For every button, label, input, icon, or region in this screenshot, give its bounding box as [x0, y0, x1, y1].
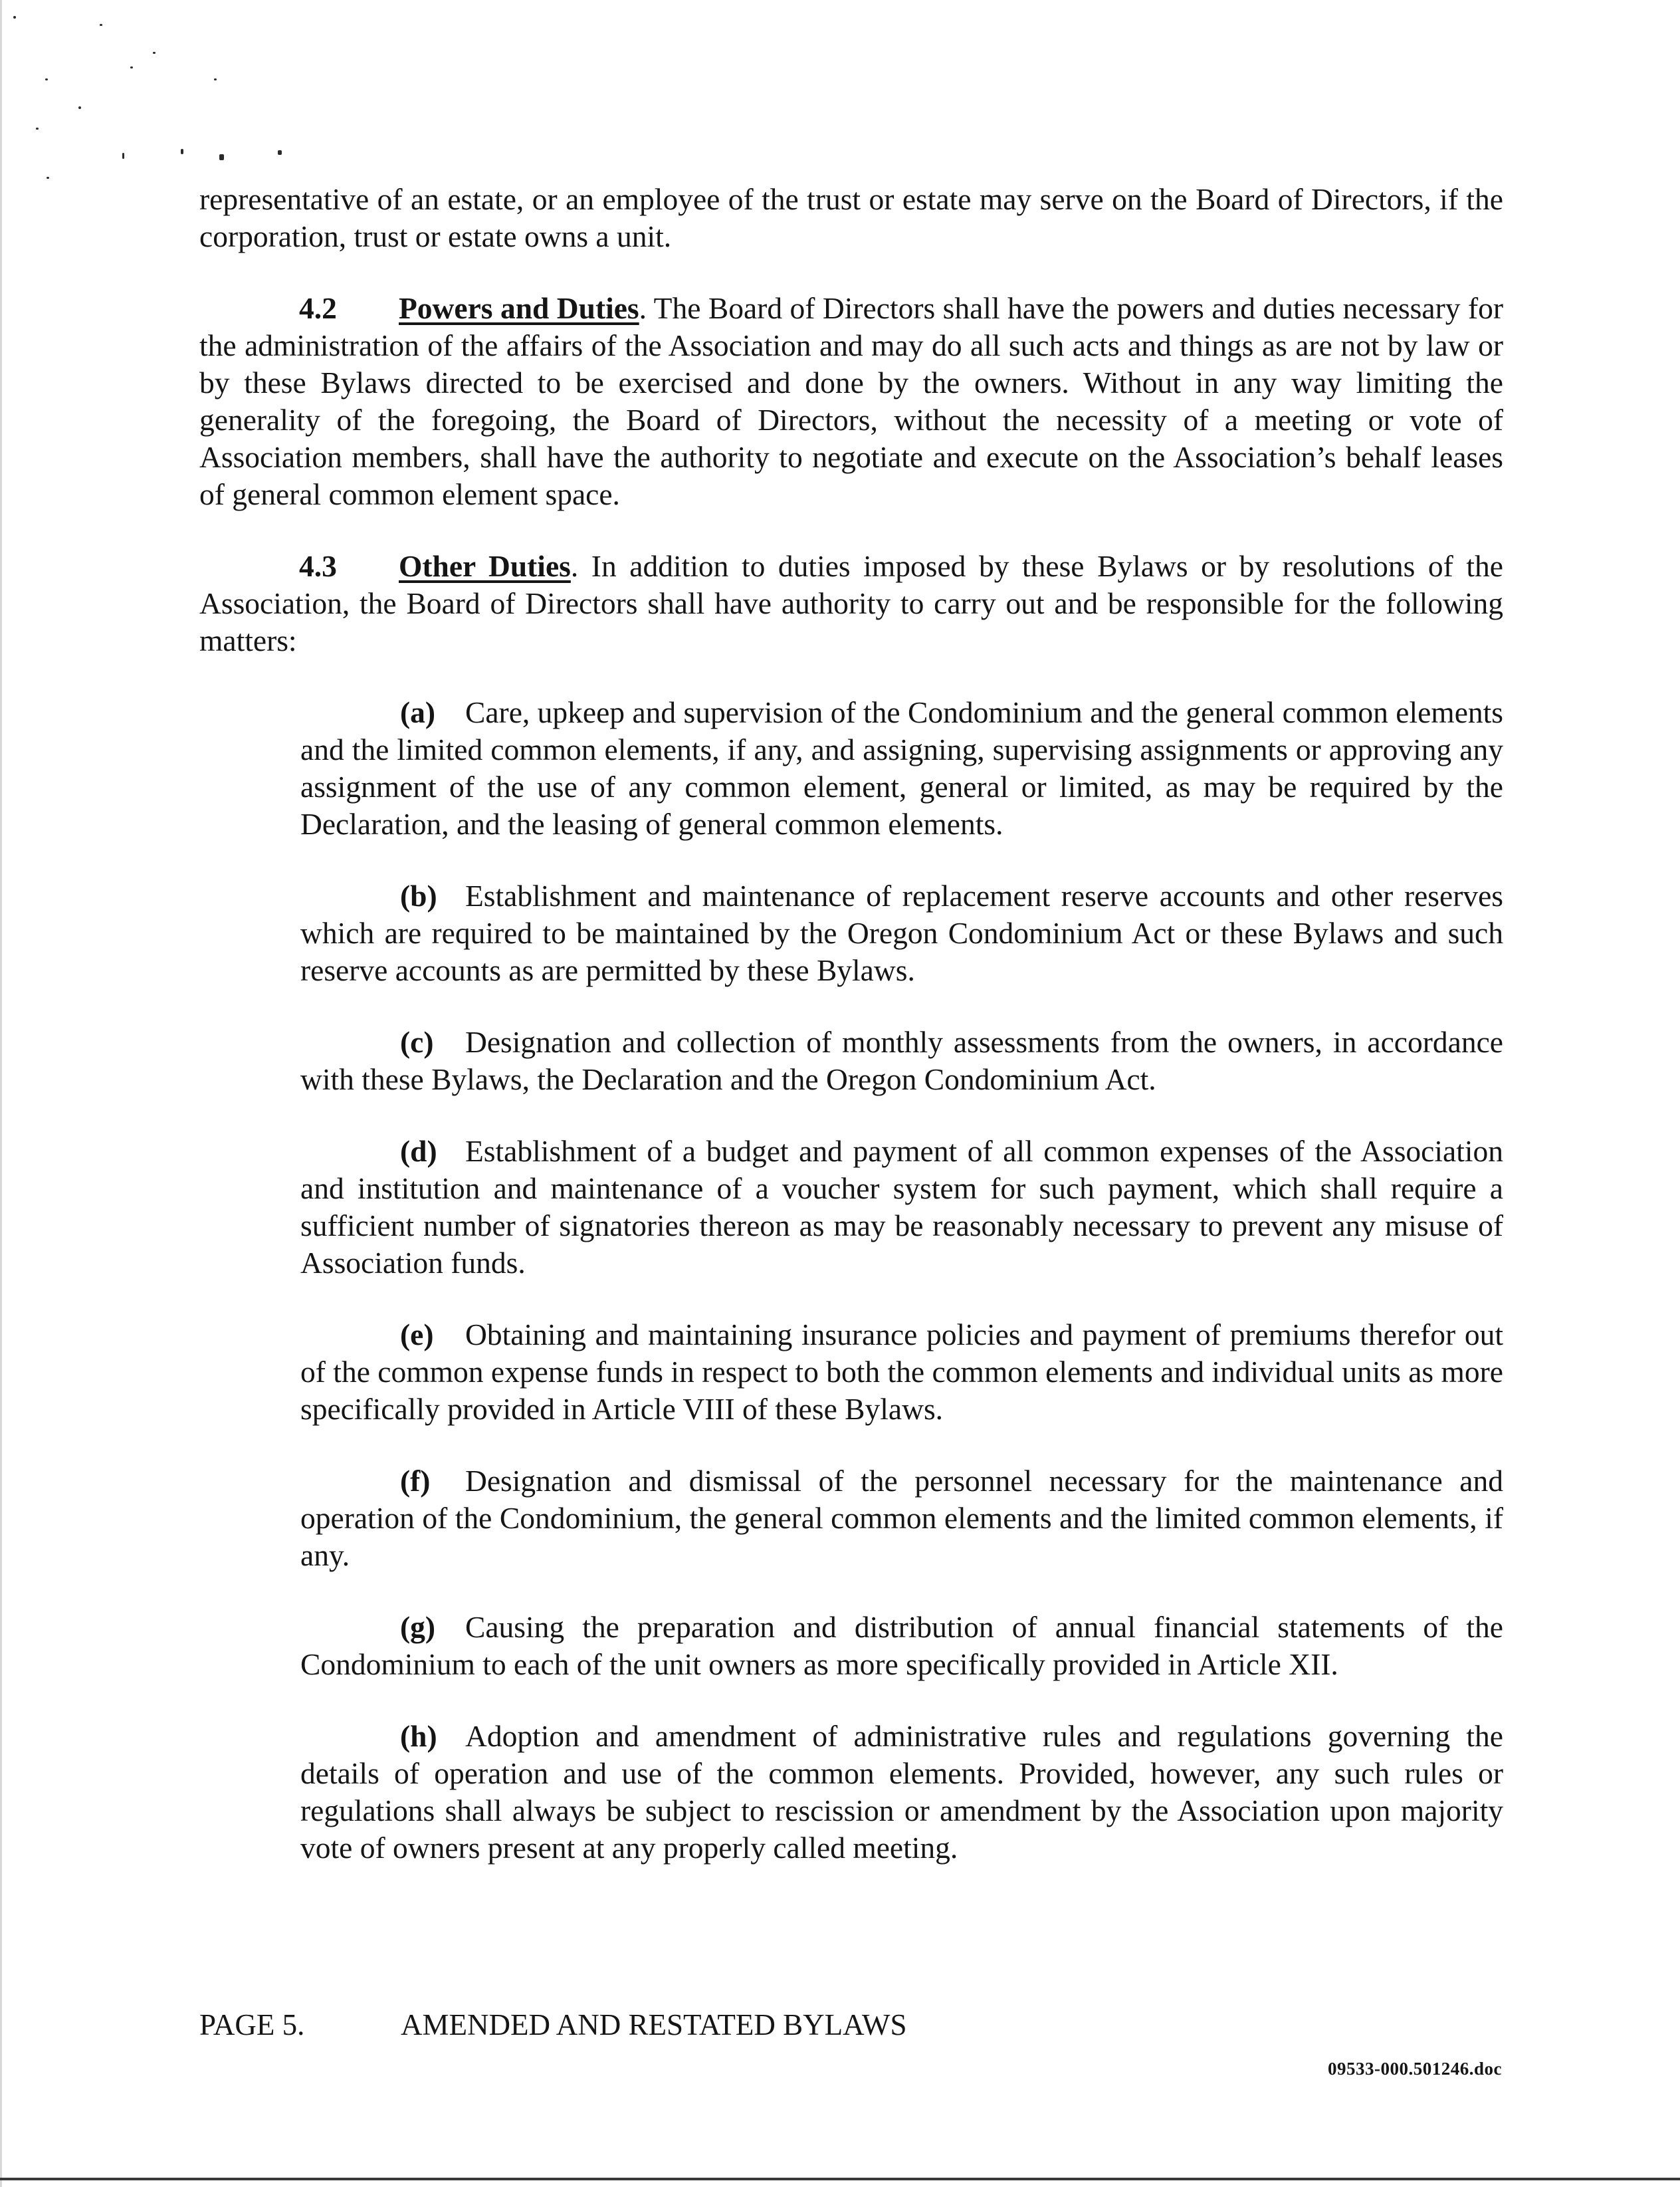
section-4-2: [199, 290, 1503, 513]
scan-speck: [78, 106, 81, 109]
list-item-g: [300, 1609, 1503, 1683]
scan-speck: [130, 66, 133, 68]
item-label: (a): [400, 695, 436, 729]
page-footer: [199, 2006, 907, 2043]
scan-speck: [219, 154, 224, 160]
scan-speck: [122, 153, 124, 159]
item-text: Adoption and amendment of administrative rules and regulations governing the details of operation and use of the common elements. Provided, however, any such rules or regulations shall always be subject to rescission or amendment by the Association upon majority vote of owners present at any properly called meeting.: [300, 1719, 1503, 1865]
scan-speck: [100, 24, 102, 26]
scan-speck: [214, 78, 217, 80]
item-text: Designation and dismissal of the personnel necessary for the maintenance and operation of the Condominium, the general common elements and the limited common elements, if any.: [300, 1464, 1503, 1572]
item-text: Establishment and maintenance of replacement reserve accounts and other reserves which are required to be maintained by the Oregon Condominium Act or these Bylaws and such reserve accounts as are permitted by these Bylaws.: [300, 879, 1503, 987]
item-text: Designation and collection of monthly assessments from the owners, in accordance with these Bylaws, the Declaration and the Oregon Condominium Act.: [300, 1025, 1503, 1096]
intro-paragraph: representative of an estate, or an employee of the trust or estate may serve on the Board of Directors, if the corporation, trust or estate owns a unit.: [199, 182, 1503, 253]
scan-speck: [153, 52, 156, 54]
list-item-d: [300, 1133, 1503, 1282]
item-label: (g): [400, 1610, 436, 1644]
list-item-e: [300, 1316, 1503, 1428]
section-title: Other Duties: [399, 549, 571, 583]
item-text: Care, upkeep and supervision of the Condominium and the general common elements and the limited common elements, if any, and assigning, supervising assignments or approving any assignment of the use of any common element, general or limited, as may be required by the Declaration, and the leasing of general common elements.: [300, 695, 1503, 841]
item-text: Establishment of a budget and payment of all common expenses of the Association and institution and maintenance of a voucher system for such payment, which shall require a sufficient number of signatories thereon as may be reasonably necessary to prevent any misuse of Association funds.: [300, 1134, 1503, 1280]
scan-speck: [36, 128, 39, 130]
document-body: [199, 181, 1503, 1901]
item-label: (d): [400, 1134, 437, 1168]
scan-speck: [181, 149, 183, 154]
list-item-b: [300, 877, 1503, 989]
scan-speck: [13, 16, 16, 19]
item-label: (h): [400, 1719, 437, 1753]
section-4-3: [199, 548, 1503, 659]
item-label: (b): [400, 879, 437, 913]
item-label: (f): [400, 1464, 431, 1498]
footer-page-number: PAGE 5.: [199, 2008, 305, 2041]
item-text: Obtaining and maintaining insurance policies and payment of premiums therefor out of the common expense funds in respect to both the common elements and individual units as more specifically provided in Article VIII of these Bylaws.: [300, 1318, 1503, 1426]
scan-speck: [47, 177, 49, 179]
scan-speck: [278, 150, 282, 155]
document-id: 09533-000.501246.doc: [1328, 2059, 1502, 2079]
footer-title: AMENDED AND RESTATED BYLAWS: [401, 2008, 907, 2041]
list-item-c: [300, 1024, 1503, 1098]
item-label: (e): [400, 1318, 434, 1351]
section-title: Powers and Duties: [399, 291, 639, 325]
scan-left-edge: [0, 0, 2, 2187]
section-number: 4.3: [299, 549, 337, 583]
list-item-a: [300, 694, 1503, 843]
section-number: 4.2: [299, 291, 337, 325]
scan-bottom-edge: [0, 2178, 1680, 2180]
scan-speck: [45, 78, 48, 80]
section-body: . In addition to duties imposed by these Bylaws or by resolutions of the Association, the Board of Directors shall have authority to carry out and be responsible for the following matters:: [199, 549, 1503, 657]
list-item-f: [300, 1462, 1503, 1574]
item-label: (c): [400, 1025, 434, 1059]
section-body: . The Board of Directors shall have the powers and duties necessary for the administration of the affairs of the Association and may do all such acts and things as are not by law or by these Bylaws directed to be exercised and done by the owners. Without in any way limiting the generality of the foregoing, the Board of Directors, without the necessity of a meeting or vote of Association members, shall have the authority to negotiate and execute on the Association’s behalf leases of general common element space.: [199, 291, 1503, 511]
list-item-h: [300, 1718, 1503, 1867]
item-text: Causing the preparation and distribution of annual financial statements of the Condominium to each of the unit owners as more specifically provided in Article XII.: [300, 1610, 1503, 1681]
